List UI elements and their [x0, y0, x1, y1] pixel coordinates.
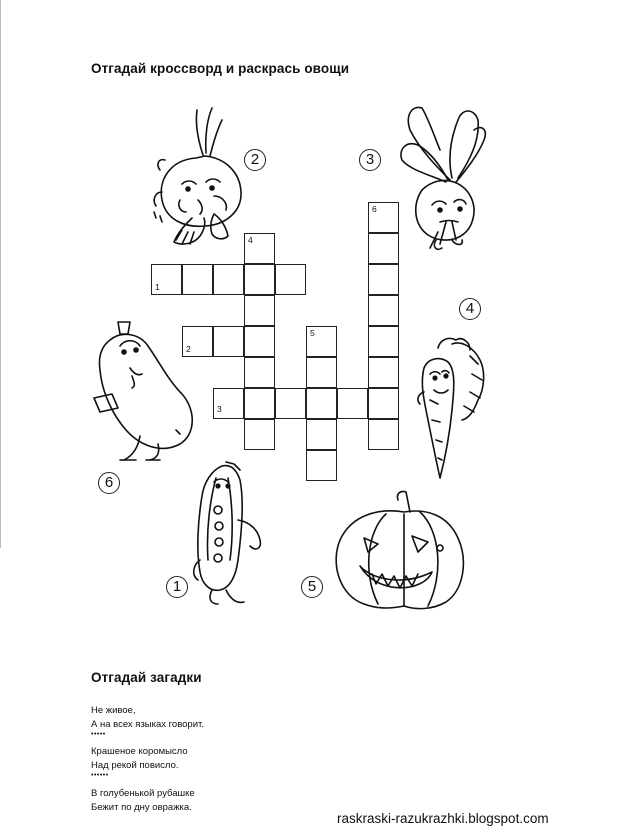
- website-link[interactable]: raskraski-razukrazhki.blogspot.com: [337, 811, 549, 826]
- riddle-3: [91, 787, 195, 814]
- radish-number-badge: 3: [359, 149, 381, 171]
- clue-number-1: 1: [155, 282, 160, 292]
- riddle-line: Над рекой повисло.: [91, 759, 179, 771]
- clue-number-3: 3: [217, 404, 222, 414]
- clue-number-5: 5: [310, 328, 315, 338]
- onion-number-badge: 2: [244, 149, 266, 171]
- crossword-title: Отгадай кроссворд и раскрась овощи: [91, 61, 350, 76]
- pumpkin-picture: [336, 491, 463, 608]
- pea-pod-number-badge: 1: [166, 576, 188, 598]
- eggplant-number-badge: 6: [98, 472, 120, 494]
- onion-picture: [154, 108, 241, 244]
- riddle-line: А на всех языках говорит.: [91, 718, 204, 730]
- riddle-separator: •••••: [91, 731, 106, 738]
- riddle-2: [91, 745, 188, 772]
- carrot-number-badge: 4: [459, 298, 481, 320]
- pea-pod-picture: [194, 462, 261, 604]
- riddle-separator: ••••••: [91, 772, 109, 779]
- carrot-picture: [418, 338, 484, 478]
- riddle-line: Не живое,: [91, 705, 136, 716]
- eggplant-picture: [94, 322, 192, 460]
- riddle-line: Бежит по дну овражка.: [91, 801, 192, 813]
- riddle-line: В голубенькой рубашке: [91, 788, 195, 799]
- clue-number-2: 2: [186, 344, 191, 354]
- clue-number-6: 6: [372, 204, 377, 214]
- riddle-line: Крашеное коромысло: [91, 746, 188, 757]
- clue-number-4: 4: [248, 235, 253, 245]
- riddles-title: Отгадай загадки: [91, 670, 202, 685]
- riddle-1: [91, 704, 204, 731]
- pumpkin-number-badge: 5: [301, 576, 323, 598]
- radish-picture: [401, 107, 485, 249]
